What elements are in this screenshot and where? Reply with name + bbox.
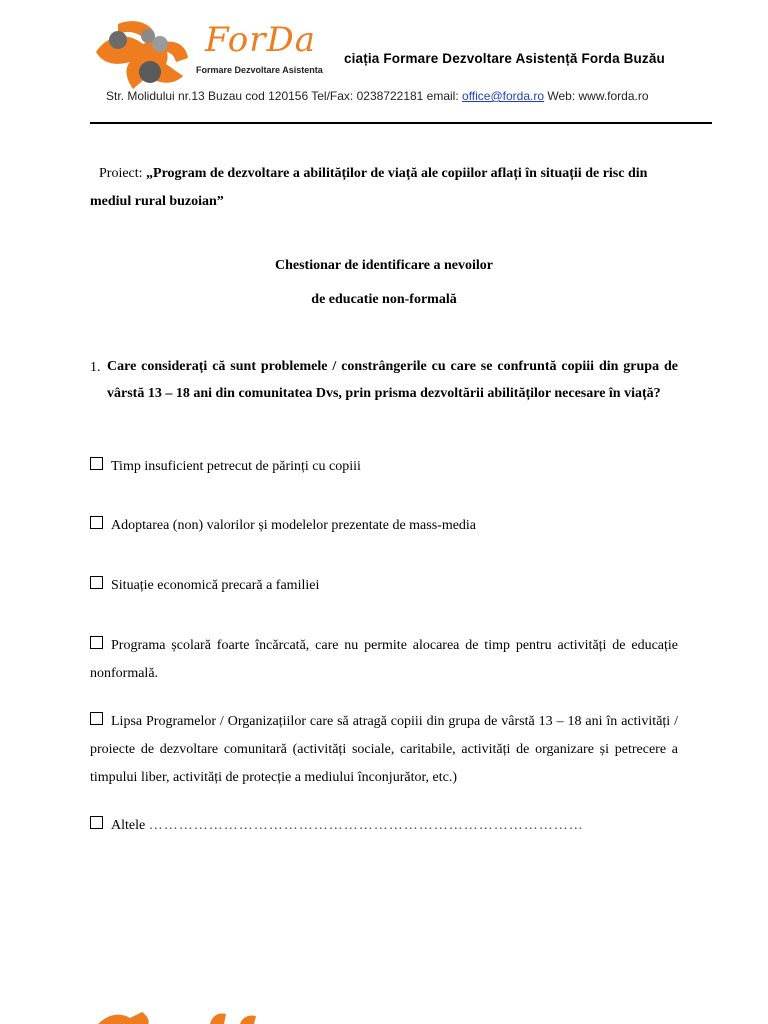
option-label: Lipsa Programelor / Organizațiilor care să atragă copiii din grupa de vârstă 13 – 18 ani în activități / proiecte de dezvoltare comunitară (activități sociale, caritabile, activități de organizare și petrecere a timpului liber, activități de protecție a mediului înconjurător, etc.) [90,714,678,785]
option-label: Timp insuficient petrecut de părinți cu copiii [111,459,361,474]
option-4 [90,632,678,688]
address-text: Str. Molidului nr.13 Buzau cod 120156 Tel/Fax: 0238722181 email: [106,89,463,103]
project-paragraph [90,160,680,216]
option-label: Programa școlară foarte încărcată, care nu permite alocarea de timp pentru activități de educație nonformală. [90,638,678,681]
question-1 [90,354,678,407]
logo-wordmark: ForDa [205,20,316,60]
organization-name: ciația Formare Dezvoltare Asistență Forda Buzău [344,51,665,66]
logo-subtitle: Formare Dezvoltare Asistenta [196,65,323,75]
checkbox[interactable] [90,457,103,470]
option-5 [90,708,678,792]
project-label: Proiect: [99,166,147,181]
option-3 [90,572,678,600]
logo-figures-icon [96,21,188,89]
option-label: Situație economică precară a familiei [111,578,320,593]
checkbox[interactable] [90,636,103,649]
header-divider [90,122,712,124]
checkbox[interactable] [90,576,103,589]
document-title-line1: Chestionar de identificare a nevoilor [274,258,494,273]
project-title: „Program de dezvoltare a abilităților de viață ale copiilor aflați în situații de risc din mediul rural buzoian” [90,166,648,209]
option-2 [90,512,678,540]
question-number: 1. [90,360,101,375]
checkbox[interactable] [90,516,103,529]
footer-logo-figures-icon [98,1012,256,1024]
contact-line [106,89,649,103]
checkbox[interactable] [90,712,103,725]
document-title-line2: de educatie non-formală [311,292,457,307]
option-6 [90,812,678,840]
option-label: Altele [111,818,146,833]
footer-logo [90,1008,290,1024]
email-link[interactable]: office@forda.ro [462,89,545,103]
web-text: Web: www.forda.ro [544,89,649,103]
checkbox[interactable] [90,816,103,829]
fill-in-line[interactable]: …………………………………………………………………………… [148,818,584,833]
question-text: Care considerați că sunt problemele / constrângerile cu care se confruntă copiii din grupa de vârstă 13 – 18 ani din comunitatea Dvs, prin prisma dezvoltării abilităților necesare în viață? [107,359,678,401]
option-1 [90,453,678,481]
option-label: Adoptarea (non) valorilor și modelelor prezentate de mass-media [111,518,477,533]
